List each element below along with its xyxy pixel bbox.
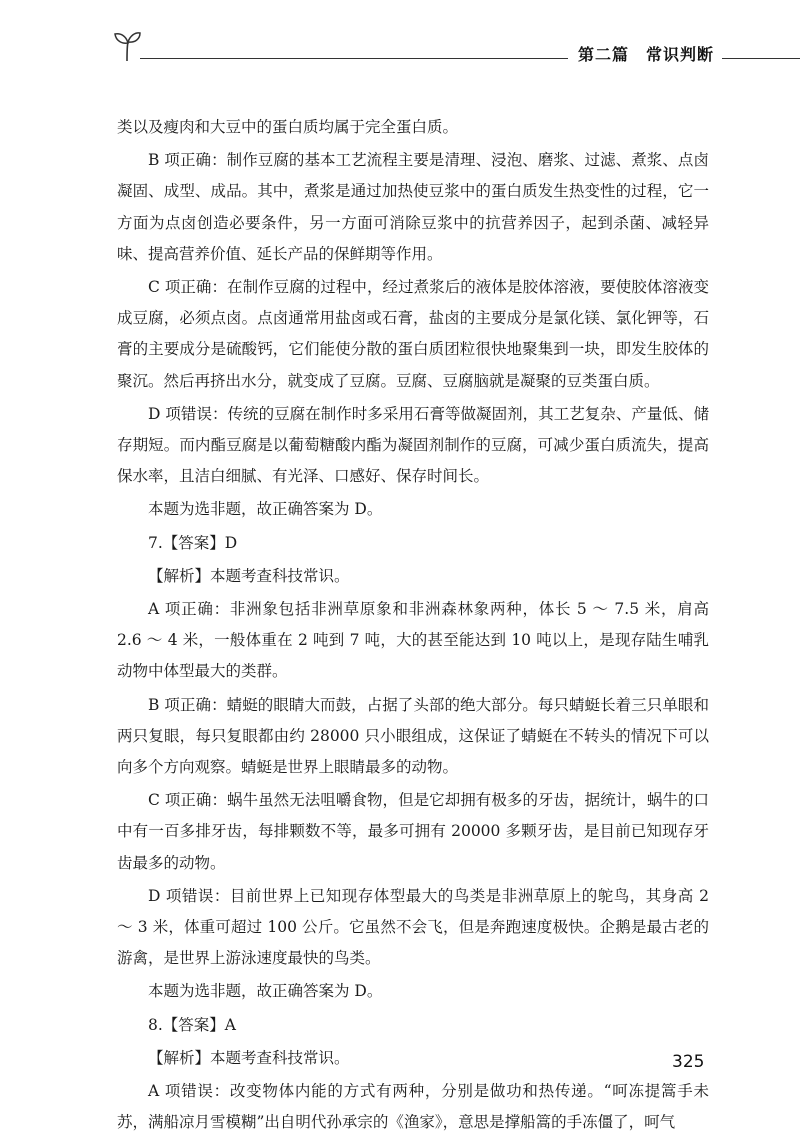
- paragraph: B 项正确：制作豆腐的基本工艺流程主要是清理、浸泡、磨浆、过滤、煮浆、点卤凝固、成型、成品。其中，煮浆是通过加热使豆浆中的蛋白质发生热变性的过程，它一方面为点卤创造必要条件，另一方面可消除豆浆中的抗营养因子，起到杀菌、减轻异味、提高营养价值、延长产品的保鲜期等作用。: [117, 151, 709, 263]
- paragraph: C 项正确：在制作豆腐的过程中，经过煮浆后的液体是胶体溶液，要使胶体溶液变成豆腐，必须点卤。点卤通常用盐卤或石膏，盐卤的主要成分是氯化镁、氯化钾等，石膏的主要成分是硫酸钙，它们能使分散的蛋白质团粒很快地聚集到一块，即发生胶体的聚沉。然后再挤出水分，就变成了豆腐。豆腐、豆腐脑就是凝聚的豆类蛋白质。: [117, 278, 709, 390]
- paragraph: D 项错误：传统的豆腐在制作时多采用石膏等做凝固剂，其工艺复杂、产量低、储存期短。而内酯豆腐是以葡萄糖酸内酯为凝固剂制作的豆腐，可减少蛋白质流失，提高保水率，且洁白细腻、有光泽、口感好、保存时间长。: [117, 404, 709, 486]
- paragraph: 类以及瘦肉和大豆中的蛋白质均属于完全蛋白质。: [117, 118, 459, 136]
- paragraph: C 项正确：蜗牛虽然无法咀嚼食物，但是它却拥有极多的牙齿，据统计，蜗牛的口中有一百多排牙齿，每排颗数不等，最多可拥有 20000 多颗牙齿，是目前已知现存牙齿最多的动物。: [117, 791, 709, 872]
- answer-heading: 7.【答案】D: [148, 533, 238, 552]
- paragraph: D 项错误：目前世界上已知现存体型最大的鸟类是非洲草原上的鸵鸟，其身高 2 ～ 3 米，体重可超过 100 公斤。它虽然不会飞，但是奔跑速度极快。企鹅是最古老的游禽，是世界上游泳速度最快的鸟类。: [117, 886, 709, 968]
- header-rule-right: [722, 58, 800, 59]
- paragraph: A 项正确：非洲象包括非洲草原象和非洲森林象两种，体长 5 ～ 7.5 米，肩高 2.6 ～ 4 米，一般体重在 2 吨到 7 吨，大的甚至能达到 10 吨以上，是现存陆生哺乳动物中体型最大的类群。: [117, 600, 709, 681]
- header-rule-left: [140, 58, 568, 59]
- sprout-icon: [112, 28, 142, 62]
- paragraph: B 项正确：蜻蜓的眼睛大而鼓，占据了头部的绝大部分。每只蜻蜓长着三只单眼和两只复眼，每只复眼都由约 28000 只小眼组成，这保证了蜻蜓在不转头的情况下可以向多个方向观察。蜻蜓是世界上眼睛最多的动物。: [117, 695, 709, 777]
- paragraph: A 项错误：改变物体内能的方式有两种，分别是做功和热传递。“呵冻提篙手未苏，满船凉月雪模糊”出自明代孙承宗的《渔家》，意思是撑船篙的手冻僵了，呵气: [117, 1082, 709, 1132]
- answer-heading: 8.【答案】A: [148, 1015, 236, 1034]
- body-text: [117, 112, 709, 1141]
- page-number: 325: [672, 1052, 705, 1072]
- page-header: [0, 0, 800, 80]
- section-title: 第二篇 常识判断: [578, 45, 715, 64]
- analysis-heading: 【解析】本题考查科技常识。: [148, 566, 350, 585]
- analysis-heading: 【解析】本题考查科技常识。: [148, 1048, 350, 1067]
- paragraph: 本题为选非题，故正确答案为 D。: [148, 982, 383, 1001]
- paragraph: 本题为选非题，故正确答案为 D。: [148, 500, 383, 519]
